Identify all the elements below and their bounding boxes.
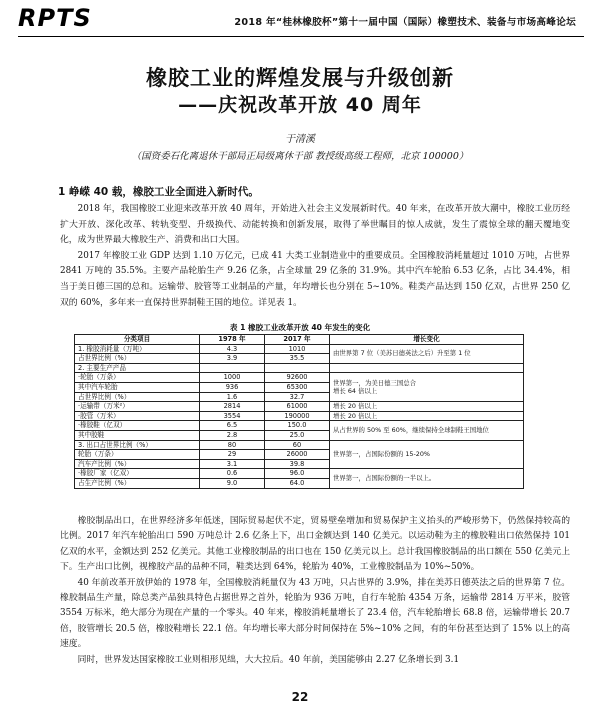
table-cell: 26000 bbox=[265, 450, 330, 460]
table-row bbox=[75, 411, 524, 421]
paragraph: 2018 年，我国橡胶工业迎来改革开放 40 周年，开始进入社会主义发展新时代。40 年来，在改革开放大潮中，橡胶工业历经扩大开放、深化改革、转轨变型、升级换代、动能转换和创新发展，取得了举世瞩目的惊人成就，发生了震惊全球的翻天覆地变化，成为世界最大橡胶生产、消费和出口大国。 bbox=[60, 204, 570, 246]
table-cell: 占世界比例（%） bbox=[75, 354, 200, 364]
table-row bbox=[75, 373, 524, 383]
table-cell bbox=[200, 363, 265, 373]
conference-title: 2018 年“桂林橡胶杯”第十一届中国（国际）橡塑技术、装备与市场高峰论坛 bbox=[234, 17, 576, 28]
page-header bbox=[0, 0, 600, 42]
table-cell: 4.3 bbox=[200, 344, 265, 354]
author-affiliation: （国资委石化离退休干部局正局级离休干部 教授级高级工程师，北京 100000） bbox=[131, 151, 469, 162]
page-number: 22 bbox=[291, 690, 309, 704]
table-cell: 1000 bbox=[200, 373, 265, 383]
paragraph: 橡胶制品出口，在世界经济多年低迷，国际贸易起伏不定，贸易壁垒增加和贸易保护主义抬头的严峻形势下，仍然保持较高的比例。2017 年汽车轮胎出口 590 万吨总计 2.6 亿条上下，出口金额达到 140 亿美元。以运动鞋为主的橡胶鞋出口依然保持 101 亿双的水平，金额达到 252 亿美元。其他工业橡胶制品的出口也在 150 亿美元以上。总计我国橡胶制品的出口额在 550 亿美元上下。生产出口比例，视橡胶产品的品种不同，鞋类达到 64%，轮胎为 40%，工业橡胶制品为 10%~50%。 bbox=[60, 516, 570, 573]
paragraph: 40 年前改革开放伊始的 1978 年，全国橡胶消耗量仅为 43 万吨，只占世界的 3.9%，排在美苏日德英法之后的世界第 7 位。橡胶制品生产量，除总类产品独具特色占据世界之首外，轮胎为 936 万吨，自行车轮胎 4354 万条，运输带 2814 万平米，胶管 3554 万标米，绝大部分为现在产量的一个零头。40 年来，橡胶消耗量增长了 23.4 倍，汽车轮胎增长 68.8 倍，运输带增长 20.7 倍，胶管增长 20.5 倍，橡胶鞋增长 22.1 倍。年均增长率大部分时间保持在 5%~10% 之间，有的年份甚至达到了 15% 以上的高速度。 bbox=[60, 577, 570, 650]
table-row bbox=[75, 363, 524, 373]
table-cell: 190000 bbox=[265, 411, 330, 421]
table-caption: 表 1 橡胶工业改革开放 40 年发生的变化 bbox=[229, 323, 371, 332]
table-cell: 轮胎（万条） bbox=[75, 450, 200, 460]
post-table-body bbox=[60, 514, 570, 668]
table-cell: 世界第一，为美日德三国总合 增长 64 倍以上 bbox=[330, 373, 524, 402]
table-row bbox=[75, 440, 524, 450]
table-cell: 3.1 bbox=[200, 459, 265, 469]
table-cell: 92600 bbox=[265, 373, 330, 383]
table-row bbox=[75, 421, 524, 431]
paragraph: 同时，世界发达国家橡胶工业则相形见绌，大大拉后。40 年前，美国能够由 2.27 亿条增长到 3.1 bbox=[77, 654, 460, 665]
table-row bbox=[75, 344, 524, 354]
table-cell: 0.6 bbox=[200, 469, 265, 479]
table-cell: 25.0 bbox=[265, 430, 330, 440]
table-cell bbox=[265, 363, 330, 373]
table-cell: 61000 bbox=[265, 402, 330, 412]
table-cell: 增长 20 倍以上 bbox=[330, 402, 524, 412]
table-cell bbox=[330, 363, 524, 373]
table-cell: 2814 bbox=[200, 402, 265, 412]
table-cell: ·橡胶鞋（亿双） bbox=[75, 421, 200, 431]
table-cell: 9.0 bbox=[200, 478, 265, 488]
table-cell: 35.5 bbox=[265, 354, 330, 364]
table-cell: 80 bbox=[200, 440, 265, 450]
table-cell: 占世界比例（%） bbox=[75, 392, 200, 402]
table-cell: 世界第一，占国际份额的一半以上。 bbox=[330, 469, 524, 488]
table-cell: 936 bbox=[200, 382, 265, 392]
rpts-logo: RPTS bbox=[18, 4, 92, 32]
table-cell: 1. 橡胶消耗量（万吨） bbox=[75, 344, 200, 354]
table-cell: 32.7 bbox=[265, 392, 330, 402]
table-cell: 2. 主要生产产品 bbox=[75, 363, 200, 373]
table-cell: 39.8 bbox=[265, 459, 330, 469]
column-header: 增长变化 bbox=[330, 335, 524, 345]
section-body bbox=[60, 202, 570, 311]
table-cell: 由世界第 7 位（美苏日德英法之后）升至第 1 位 bbox=[330, 344, 524, 363]
table-cell: 3.9 bbox=[200, 354, 265, 364]
table-cell: 1.6 bbox=[200, 392, 265, 402]
header-rule bbox=[18, 36, 584, 37]
table-cell: 65300 bbox=[265, 382, 330, 392]
table-cell: 60 bbox=[265, 440, 330, 450]
author: 于清溪 bbox=[285, 134, 315, 145]
article-title: 橡胶工业的辉煌发展与升级创新 bbox=[146, 66, 454, 90]
table-cell: 96.0 bbox=[265, 469, 330, 479]
section-heading: 1 峥嵘 40 载，橡胶工业全面进入新时代。 bbox=[58, 186, 259, 198]
paragraph: 2017 年橡胶工业 GDP 达到 1.10 万亿元，已成 41 大类工业制造业中的重要成员。全国橡胶消耗量超过 1010 万吨，占世界 2841 万吨的 35.5%。主要产品轮胎生产 9.26 亿条，占全球量 29 亿条的 31.9%。其中汽车轮胎 6.53 亿条，占比 34.4%，相当于美日德三国的总和。运输带、胶管等工业制品的产量，年均增长也分别在 5~10%。鞋类产品达到 150 亿双，占世界 250 亿双的 60%，多年来一直保持世界制鞋王国的地位。详见表 1。 bbox=[60, 250, 570, 308]
table-cell: ·橡胶厂家（亿双） bbox=[75, 469, 200, 479]
table-cell: 150.0 bbox=[265, 421, 330, 431]
table-cell: 3. 出口占世界比例（%） bbox=[75, 440, 200, 450]
table-cell: ·胶管（万米） bbox=[75, 411, 200, 421]
table-cell: 占生产比例（%） bbox=[75, 478, 200, 488]
table-cell: 64.0 bbox=[265, 478, 330, 488]
table-row bbox=[75, 469, 524, 479]
table-cell: 其中胶鞋 bbox=[75, 430, 200, 440]
table-cell: ·轮胎（万条） bbox=[75, 373, 200, 383]
table-cell: ·运输带（万米²） bbox=[75, 402, 200, 412]
change-table bbox=[74, 334, 524, 489]
table-cell: 增长 20 倍以上 bbox=[330, 411, 524, 421]
table-cell: 3554 bbox=[200, 411, 265, 421]
table-cell: 6.5 bbox=[200, 421, 265, 431]
table-cell: 汽车产比例（%） bbox=[75, 459, 200, 469]
table-cell: 其中汽车轮胎 bbox=[75, 382, 200, 392]
table-cell: 世界第一，占国际份额的 15-20% bbox=[330, 440, 524, 469]
article-subtitle: ——庆祝改革开放 40 周年 bbox=[178, 94, 422, 116]
column-header: 1978 年 bbox=[200, 335, 265, 345]
table-cell: 从占世界的 50% 至 60%，继续保持全球制鞋王国地位 bbox=[330, 421, 524, 440]
column-header: 分类项目 bbox=[75, 335, 200, 345]
table-cell: 1010 bbox=[265, 344, 330, 354]
table-header-row bbox=[75, 335, 524, 345]
table-cell: 29 bbox=[200, 450, 265, 460]
table-row bbox=[75, 402, 524, 412]
column-header: 2017 年 bbox=[265, 335, 330, 345]
table-cell: 2.8 bbox=[200, 430, 265, 440]
